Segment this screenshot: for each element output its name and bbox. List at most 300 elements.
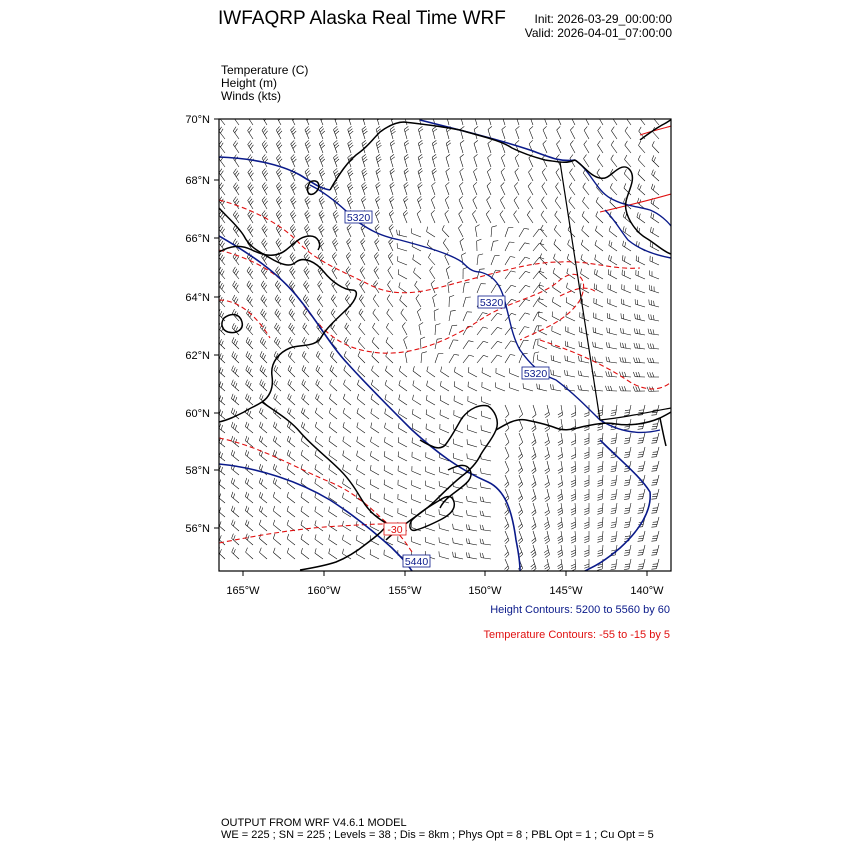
wind-barb-staff xyxy=(259,441,267,447)
wind-barb-staff xyxy=(329,512,337,518)
wind-barb-feather xyxy=(246,337,248,342)
wind-barb-feather xyxy=(292,199,295,203)
wind-barb-feather xyxy=(595,240,597,245)
wind-barb-feather xyxy=(275,452,277,457)
wind-barb-feather xyxy=(332,267,335,271)
model-footer: OUTPUT FROM WRF V4.6.1 MODEL xyxy=(221,817,407,829)
wind-barb-feather xyxy=(307,201,311,205)
wind-barb-feather xyxy=(480,482,481,487)
wind-barb-feather xyxy=(545,485,549,488)
wind-barb-feather xyxy=(315,534,316,539)
wind-barb-feather xyxy=(419,185,423,188)
wind-barb-staff xyxy=(259,497,267,503)
wind-barb-feather xyxy=(348,182,352,185)
wind-barb-feather xyxy=(652,141,654,146)
wind-barb-feather xyxy=(391,157,395,160)
wind-barb-feather xyxy=(611,482,616,483)
wind-barb-feather xyxy=(598,550,603,551)
wind-barb-staff xyxy=(467,444,477,447)
wind-barb-feather xyxy=(466,510,467,515)
wind-barb-staff xyxy=(219,145,225,153)
wind-barb-feather xyxy=(454,381,455,386)
wind-barb-feather xyxy=(638,555,643,556)
wind-barb-feather xyxy=(558,564,562,567)
wind-barb-feather xyxy=(571,443,576,445)
wind-barb-staff xyxy=(624,174,631,181)
wind-barb-feather xyxy=(532,510,536,513)
wind-barb-feather xyxy=(235,383,237,388)
wind-barb-staff xyxy=(431,214,435,223)
wind-barb-feather xyxy=(571,455,576,457)
wind-barb-feather xyxy=(571,471,576,473)
wind-barb-feather xyxy=(653,113,655,117)
wind-barb-feather xyxy=(648,343,649,348)
wind-barb-staff xyxy=(233,131,239,139)
wind-barb-staff xyxy=(652,146,659,153)
wind-barb-feather xyxy=(595,226,597,231)
wind-barb-feather xyxy=(330,351,332,356)
wind-barb-feather xyxy=(625,426,630,427)
wind-barb-feather xyxy=(532,429,536,432)
wind-barb-feather xyxy=(639,494,644,495)
wind-barb-feather xyxy=(538,311,539,316)
wind-barb-feather xyxy=(358,366,360,371)
wind-barb-staff xyxy=(584,159,590,167)
wind-barb-feather xyxy=(263,143,266,147)
wind-barb-feather xyxy=(598,553,603,554)
wind-barb-feather xyxy=(638,415,643,416)
wind-barb-feather xyxy=(247,535,249,540)
wind-barb-feather xyxy=(413,395,414,400)
wind-barb-feather xyxy=(288,394,290,399)
wind-barb-feather xyxy=(545,429,549,432)
wind-barb-feather xyxy=(555,197,558,201)
wind-barb-feather xyxy=(278,171,281,175)
wind-barb-feather xyxy=(611,429,616,430)
wind-barb-staff xyxy=(330,356,337,363)
wind-barb-feather xyxy=(246,366,248,371)
wind-barb-staff xyxy=(584,116,589,125)
wind-barb-feather xyxy=(598,427,603,428)
wind-barb-feather xyxy=(235,185,238,189)
wind-barb-feather xyxy=(373,309,376,313)
wind-barb-staff xyxy=(398,274,407,279)
wind-barb-feather xyxy=(569,197,572,201)
wind-barb-feather xyxy=(376,241,379,245)
wind-barb-feather xyxy=(316,380,318,385)
wind-barb-staff xyxy=(505,228,508,237)
wind-barb-feather xyxy=(293,229,296,233)
wind-barb-staff xyxy=(360,285,365,293)
wind-barb-staff xyxy=(432,157,435,167)
wind-barb-feather xyxy=(418,140,422,143)
wind-barb-feather xyxy=(259,534,261,539)
wind-barb-feather xyxy=(516,112,520,115)
wind-barb-feather xyxy=(301,422,303,427)
wind-barb-feather xyxy=(636,343,637,348)
wind-barb-feather xyxy=(584,466,589,468)
wind-barb-feather xyxy=(571,480,576,482)
wind-barb-feather xyxy=(273,422,275,427)
wind-barb-staff xyxy=(316,356,323,363)
wind-barb-feather xyxy=(247,452,249,457)
wind-barb-feather xyxy=(625,564,630,565)
wind-barb-feather xyxy=(262,154,265,158)
wind-barb-feather xyxy=(292,285,295,289)
wind-barb-feather xyxy=(652,510,657,511)
wind-barb-feather xyxy=(233,521,235,526)
wind-barb-feather xyxy=(624,169,626,174)
wind-barb-feather xyxy=(264,243,267,247)
wind-barb-staff xyxy=(446,172,449,182)
wind-barb-feather xyxy=(445,210,449,214)
wind-barb-feather xyxy=(624,256,625,261)
wind-barb-staff xyxy=(219,173,225,181)
wind-barb-staff xyxy=(301,497,309,503)
wind-barb-feather xyxy=(598,438,603,439)
wind-barb-feather xyxy=(250,187,253,191)
wind-barb-feather xyxy=(273,520,275,525)
wind-barb-staff xyxy=(583,187,589,195)
wind-barb-feather xyxy=(287,534,289,539)
wind-barb-feather xyxy=(276,154,279,158)
wind-barb-feather xyxy=(329,408,331,413)
wind-barb-feather xyxy=(650,358,652,363)
wind-barb-staff xyxy=(481,459,491,461)
wind-barb-feather xyxy=(307,215,311,219)
wind-barb-feather xyxy=(222,257,225,261)
wind-barb-feather xyxy=(260,351,262,356)
wind-barb-staff xyxy=(593,376,603,377)
wind-barb-feather xyxy=(611,499,616,500)
wind-barb-staff xyxy=(343,399,351,405)
wind-barb-feather xyxy=(571,513,576,515)
wind-barb-feather xyxy=(511,341,516,342)
wind-barb-staff xyxy=(343,526,352,531)
wind-barb-staff xyxy=(386,342,393,349)
wind-barb-feather xyxy=(264,355,266,360)
wind-barb-staff xyxy=(529,172,534,181)
wind-barb-feather xyxy=(247,508,249,513)
wind-barb-feather xyxy=(301,548,302,553)
wind-barb-staff xyxy=(453,472,463,475)
wind-barb-feather xyxy=(611,440,616,441)
wind-barb-feather xyxy=(653,508,658,509)
wind-barb-staff xyxy=(329,441,337,447)
wind-barb-feather xyxy=(236,271,239,275)
wind-barb-staff xyxy=(343,441,351,447)
kuskokwim-coast xyxy=(262,402,388,524)
wind-barb-staff xyxy=(491,285,496,294)
wind-barb-staff xyxy=(621,318,631,321)
wind-barb-staff xyxy=(537,389,547,391)
wind-barb-feather xyxy=(636,387,638,392)
wind-barb-staff xyxy=(273,455,281,461)
wind-barb-feather xyxy=(261,281,264,285)
wind-barb-feather xyxy=(385,366,387,371)
wind-barb-feather xyxy=(306,171,310,175)
wind-barb-staff xyxy=(652,174,659,181)
wind-barb-feather xyxy=(315,436,316,441)
wind-barb-feather xyxy=(387,295,390,299)
wind-barb-feather xyxy=(301,436,303,441)
wind-barb-feather xyxy=(545,443,549,446)
wind-barb-staff xyxy=(501,186,505,195)
wind-barb-feather xyxy=(404,336,408,339)
wind-barb-feather xyxy=(515,168,519,172)
wind-barb-feather xyxy=(442,225,444,230)
wind-barb-staff xyxy=(594,289,603,294)
wind-barb-feather xyxy=(303,424,305,429)
wind-barb-feather xyxy=(611,513,616,514)
wind-barb-feather xyxy=(584,555,589,557)
wind-barb-staff xyxy=(561,405,563,415)
wind-barb-feather xyxy=(611,372,612,377)
wind-barb-feather xyxy=(276,196,279,200)
wind-barb-feather xyxy=(362,140,366,143)
wind-barb-feather xyxy=(292,129,296,133)
wind-barb-feather xyxy=(432,182,436,185)
wind-barb-feather xyxy=(404,196,408,199)
wind-barb-feather xyxy=(483,511,484,516)
wind-barb-feather xyxy=(221,341,223,346)
wind-barb-feather xyxy=(638,569,643,570)
wind-barb-feather xyxy=(235,171,238,175)
wind-barb-staff xyxy=(217,483,225,489)
wind-barb-feather xyxy=(276,325,278,329)
wind-barb-feather xyxy=(492,226,497,227)
wind-barb-feather xyxy=(653,214,654,219)
wind-barb-feather xyxy=(232,548,234,553)
wind-barb-staff xyxy=(261,313,267,321)
wind-barb-feather xyxy=(447,115,451,118)
wind-barb-feather xyxy=(439,523,440,528)
wind-barb-staff xyxy=(445,214,449,223)
wind-barb-staff xyxy=(539,273,547,280)
wind-barb-feather xyxy=(362,182,366,185)
wind-barb-feather xyxy=(290,311,293,315)
wind-barb-staff xyxy=(231,497,239,503)
wind-barb-feather xyxy=(525,285,530,287)
wind-barb-feather xyxy=(219,367,221,372)
wind-barb-staff xyxy=(426,514,436,517)
wind-barb-staff xyxy=(233,145,239,153)
wind-barb-feather xyxy=(343,493,344,498)
wind-barb-feather xyxy=(519,414,523,417)
wind-barb-feather xyxy=(315,548,316,553)
wind-barb-feather xyxy=(524,340,529,341)
wind-barb-feather xyxy=(303,395,305,400)
wind-barb-feather xyxy=(319,283,322,287)
wind-barb-staff xyxy=(579,390,589,391)
wind-barb-feather xyxy=(653,200,654,205)
valid-time: Valid: 2026-04-01_07:00:00 xyxy=(524,26,672,40)
wind-barb-feather xyxy=(625,452,630,453)
wind-barb-staff xyxy=(417,312,421,321)
wind-barb-feather xyxy=(360,252,363,256)
wind-barb-staff xyxy=(231,399,239,406)
wind-barb-feather xyxy=(319,112,323,116)
wind-barb-feather xyxy=(639,141,641,145)
wind-barb-feather xyxy=(232,323,234,328)
wind-barb-feather xyxy=(639,185,641,190)
wind-barb-feather xyxy=(293,159,297,163)
wind-barb-feather xyxy=(292,213,295,217)
wind-barb-feather xyxy=(540,239,542,244)
wind-barb-feather xyxy=(623,241,624,246)
wind-barb-feather xyxy=(611,524,616,525)
wind-barb-feather xyxy=(581,269,582,274)
wind-barb-feather xyxy=(399,366,401,371)
wind-barb-feather xyxy=(558,552,562,555)
wind-barb-feather xyxy=(331,295,334,299)
wind-barb-feather xyxy=(539,282,540,287)
wind-barb-staff xyxy=(386,328,393,336)
wind-barb-feather xyxy=(288,408,290,413)
wind-barb-feather xyxy=(362,241,365,245)
wind-barb-feather xyxy=(374,281,377,285)
wind-barb-feather xyxy=(524,327,529,328)
wind-barb-feather xyxy=(622,372,624,377)
wind-barb-feather xyxy=(348,199,352,202)
wind-barb-staff xyxy=(594,303,603,307)
wind-barb-staff xyxy=(639,117,645,125)
wind-barb-staff xyxy=(454,401,463,405)
wind-barb-feather xyxy=(624,569,629,570)
wind-barb-feather xyxy=(388,252,391,256)
wind-barb-feather xyxy=(651,415,656,416)
wind-barb-feather xyxy=(483,525,484,530)
wind-barb-feather xyxy=(385,423,386,428)
wind-barb-staff xyxy=(453,529,463,531)
wind-barb-feather xyxy=(398,269,399,274)
wind-barb-staff xyxy=(372,370,380,377)
wind-barb-feather xyxy=(415,281,418,285)
wind-barb-feather xyxy=(373,323,375,327)
wind-barb-feather xyxy=(220,269,222,273)
wind-barb-staff xyxy=(315,469,323,475)
wind-barb-staff xyxy=(468,401,477,405)
wind-barb-feather xyxy=(638,440,643,441)
wind-barb-staff xyxy=(259,525,267,531)
wind-barb-staff xyxy=(584,144,589,153)
wind-barb-feather xyxy=(346,281,349,285)
wind-barb-staff xyxy=(474,115,477,125)
wind-barb-feather xyxy=(278,285,281,289)
wind-barb-staff xyxy=(426,400,435,405)
wind-barb-feather xyxy=(480,511,481,516)
wind-barb-feather xyxy=(275,466,277,471)
wind-barb-feather xyxy=(287,492,288,497)
wind-barb-feather xyxy=(319,224,323,228)
wind-barb-feather xyxy=(625,482,630,483)
wind-barb-feather xyxy=(419,143,423,146)
wind-barb-feather xyxy=(301,464,302,469)
wind-barb-feather xyxy=(638,485,643,486)
wind-barb-feather xyxy=(544,536,548,539)
wind-barb-staff xyxy=(273,483,281,489)
wind-barb-feather xyxy=(378,159,382,162)
wind-barb-feather xyxy=(231,478,233,483)
wind-barb-feather xyxy=(249,199,252,203)
wind-barb-staff xyxy=(288,356,295,363)
wind-barb-feather xyxy=(439,509,440,514)
wind-barb-feather xyxy=(558,482,562,485)
wind-barb-staff xyxy=(302,356,309,363)
wind-barb-staff xyxy=(289,327,295,335)
wind-barb-feather xyxy=(306,271,309,275)
wind-barb-staff xyxy=(487,172,491,181)
wind-barb-feather xyxy=(653,171,655,176)
wind-barb-feather xyxy=(638,510,643,511)
wind-barb-feather xyxy=(261,395,263,400)
wind-barb-feather xyxy=(264,257,267,261)
wind-barb-staff xyxy=(474,172,478,181)
wind-barb-feather xyxy=(316,394,318,399)
wind-barb-feather xyxy=(598,508,603,509)
wind-barb-feather xyxy=(545,527,549,530)
wind-barb-feather xyxy=(567,254,569,259)
svg-text:5320: 5320 xyxy=(479,297,504,309)
wind-barb-feather xyxy=(483,313,488,314)
wind-barb-feather xyxy=(360,311,363,315)
wind-barb-feather xyxy=(506,540,510,544)
wind-barb-staff xyxy=(570,130,575,139)
lon-label: 140°W xyxy=(630,585,664,597)
wind-barb-staff xyxy=(595,231,603,238)
wind-barb-feather xyxy=(532,468,536,471)
wind-barb-feather xyxy=(557,126,561,130)
wind-barb-feather xyxy=(245,506,247,511)
wind-barb-feather xyxy=(345,323,347,327)
svg-text:5440: 5440 xyxy=(404,556,429,568)
wind-barb-feather xyxy=(652,496,657,497)
wind-barb-staff xyxy=(608,303,617,307)
wind-barb-feather xyxy=(648,329,649,334)
wind-barb-feather xyxy=(638,443,643,444)
wind-barb-feather xyxy=(344,366,346,371)
wind-barb-staff xyxy=(561,433,563,443)
wind-barb-feather xyxy=(319,255,322,259)
wind-barb-feather xyxy=(261,494,263,499)
wind-barb-feather xyxy=(488,140,492,143)
wind-barb-feather xyxy=(597,499,602,500)
wind-barb-feather xyxy=(611,564,616,565)
wind-barb-staff xyxy=(413,385,421,391)
wind-barb-feather xyxy=(571,511,576,513)
wind-barb-staff xyxy=(373,299,379,307)
wind-barb-feather xyxy=(653,550,658,551)
wind-barb-feather xyxy=(571,527,576,529)
wind-barb-feather xyxy=(598,494,603,495)
wind-barb-staff xyxy=(519,354,523,363)
wind-barb-feather xyxy=(437,339,442,340)
wind-barb-feather xyxy=(276,239,279,243)
wind-barb-feather xyxy=(637,212,638,217)
wind-barb-feather xyxy=(279,173,282,177)
wind-barb-feather xyxy=(611,496,616,497)
wind-barb-feather xyxy=(417,308,421,311)
wind-barb-staff xyxy=(541,201,547,209)
wind-barb-feather xyxy=(525,243,530,244)
wind-barb-feather xyxy=(483,539,484,544)
wind-barb-staff xyxy=(343,455,351,461)
wind-barb-staff xyxy=(505,242,509,251)
wind-barb-staff xyxy=(449,340,453,349)
wind-barb-feather xyxy=(571,485,576,487)
wind-barb-staff xyxy=(622,260,631,265)
wind-barb-feather xyxy=(375,210,379,213)
